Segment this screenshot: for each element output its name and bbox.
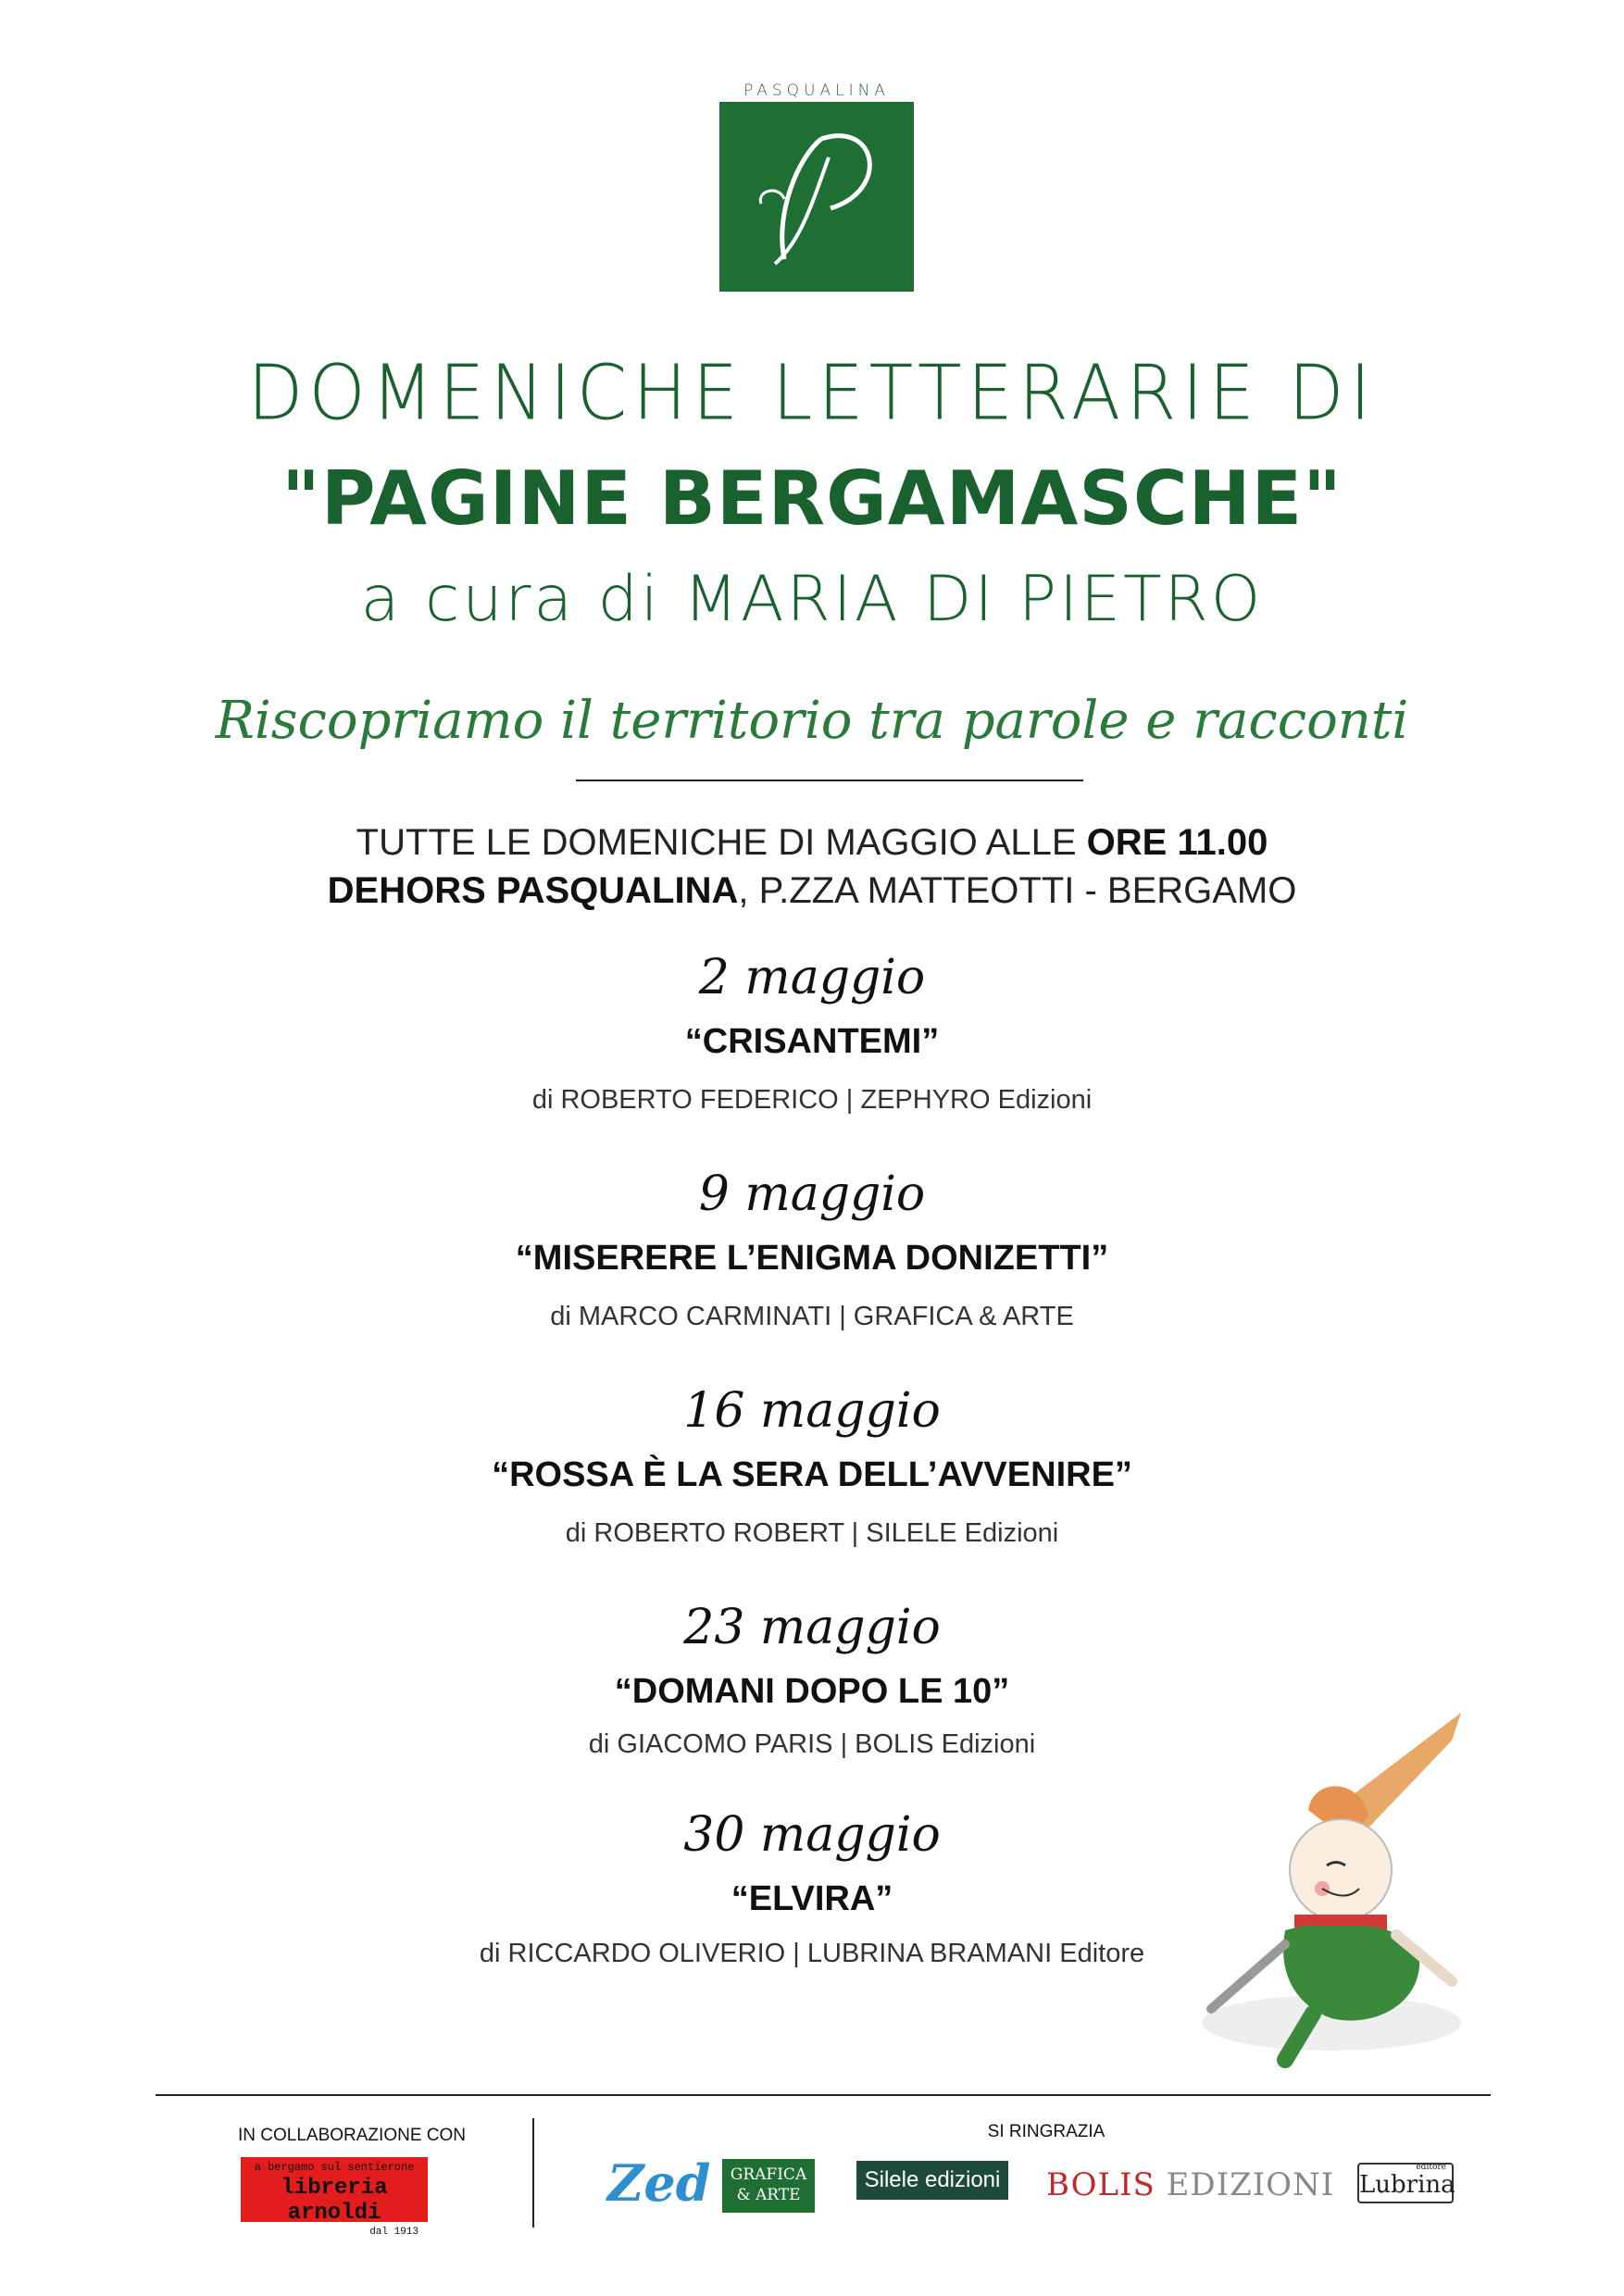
zed-logo: Zed (607, 2153, 711, 2213)
event-author: di RICCARDO OLIVERIO | LUBRINA BRAMANI Editore (479, 1939, 1145, 1968)
event-author: di ROBERTO ROBERT | SILELE Edizioni (565, 1518, 1059, 1548)
grafica-line-1: GRAFICA (730, 2165, 807, 2184)
schedule-line (0, 822, 1624, 864)
venue-line (0, 870, 1624, 912)
monogram-p-icon (719, 102, 914, 292)
venue-address: , P.ZZA MATTEOTTI - BERGAMO (738, 870, 1297, 911)
arnoldi-line-3: dal 1913 (369, 2227, 418, 2238)
collaboration-label: IN COLLABORAZIONE CON (238, 2126, 466, 2145)
headline-line-3: a cura di MARIA DI PIETRO (360, 563, 1264, 636)
event-author: di ROBERTO FEDERICO | ZEPHYRO Edizioni (531, 1085, 1093, 1115)
event-title: “ROSSA È LA SERA DELL’AVVENIRE” (492, 1455, 1132, 1494)
headline-line-2: "PAGINE BERGAMASCHE" (281, 455, 1343, 542)
event-author: di GIACOMO PARIS | BOLIS Edizioni (588, 1729, 1036, 1759)
boy-illustration (1174, 1703, 1489, 2074)
schedule-time: ORE 11.00 (1086, 822, 1268, 863)
event-title: “DOMANI DOPO LE 10” (614, 1672, 1010, 1711)
event-date: 16 maggio (683, 1383, 941, 1439)
tagline: Riscopriamo il territorio tra parole e racconti (215, 691, 1409, 751)
footer-separator (532, 2118, 534, 2227)
ice-cream-boy-icon (1174, 1703, 1489, 2074)
divider (576, 780, 1083, 781)
headline-line-1: DOMENICHE LETTERARIE DI (247, 349, 1377, 438)
event-date: 30 maggio (683, 1807, 941, 1863)
event-date: 9 maggio (698, 1167, 926, 1222)
thanks-label: SI RINGRAZIA (987, 2122, 1106, 2141)
lubrina-logo (1357, 2163, 1454, 2203)
arnoldi-line-2: libreria arnoldi (281, 2176, 388, 2226)
event-date: 2 maggio (698, 950, 926, 1005)
grafica-arte-logo (722, 2159, 815, 2213)
venue-name: DEHORS PASQUALINA (327, 870, 739, 911)
silele-logo: Silele edizioni (856, 2161, 1008, 2200)
schedule-text: TUTTE LE DOMENICHE DI MAGGIO ALLE (356, 822, 1087, 863)
bolis-edizioni: EDIZIONI (1166, 2166, 1335, 2203)
bolis-logo (1046, 2166, 1335, 2207)
event-title: “MISERERE L’ENIGMA DONIZETTI” (515, 1239, 1109, 1278)
lubrina-name: Lubrina (1359, 2171, 1455, 2199)
event-author: di MARCO CARMINATI | GRAFICA & ARTE (550, 1302, 1074, 1331)
brand-name: PASQUALINA (743, 81, 890, 100)
grafica-line-2: & ARTE (736, 2186, 801, 2204)
event-title: “CRISANTEMI” (684, 1022, 940, 1061)
libreria-arnoldi-logo (241, 2157, 428, 2238)
event-date: 23 maggio (683, 1600, 941, 1655)
lubrina-small: editore (1416, 2163, 1446, 2172)
arnoldi-line-1: a bergamo sul sentierone (254, 2161, 415, 2174)
footer-divider (156, 2094, 1491, 2096)
bolis-name: BOLIS (1046, 2166, 1156, 2203)
pasqualina-logo (719, 102, 914, 292)
event-title: “ELVIRA” (731, 1879, 893, 1918)
